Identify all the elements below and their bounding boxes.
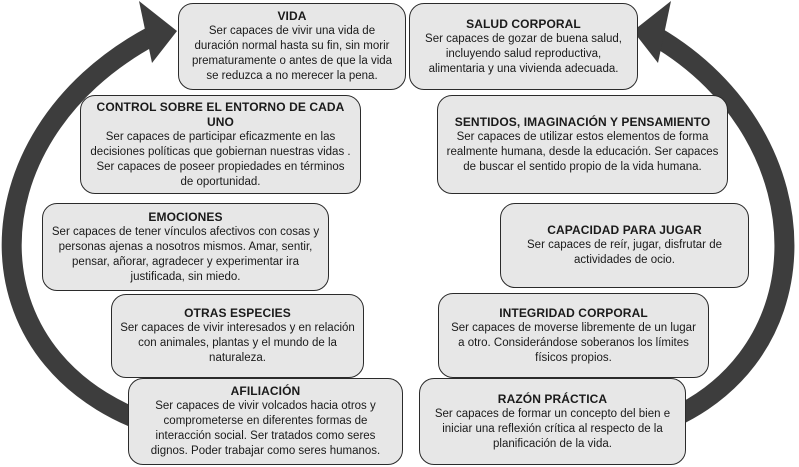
- capability-description: Ser capaces de tener vínculos afectivos con cosas y personas ajenas a nosotros mismos. Amar, sentir, pensar, añorar, agradecer y experimentar ira justificada, sin miedo.: [51, 225, 320, 283]
- capability-title: AFILIACIÓN: [230, 384, 301, 398]
- capability-title: CAPACIDAD PARA JUGAR: [547, 223, 702, 237]
- capability-box-sentidos-imaginacion-pensamiento: [437, 95, 728, 194]
- capability-box-razon-practica: [419, 378, 686, 465]
- capability-title: SALUD CORPORAL: [466, 16, 581, 31]
- capability-description: Ser capaces de vivir interesados y en relación con animales, plantas y el mundo de la naturaleza.: [120, 322, 355, 364]
- capability-description: Ser capaces de utilizar estos elementos de forma realmente humana, desde la educación. Ser capaces de buscar el sentido propio de la vida humana.: [446, 130, 719, 173]
- capability-title: CONTROL SOBRE EL ENTORNO DE CADA UNO: [96, 99, 345, 129]
- capability-box-salud-corporal: [409, 3, 638, 90]
- capability-description: Ser capaces de vivir volcados hacia otros y comprometerse en diferentes formas de interacción social. Ser tratados como seres dignos. Poder trabajar como seres humanos.: [150, 400, 381, 457]
- capability-description: Ser capaces de moverse libremente de un lugar a otro. Considerándose soberanos los límites físicos propios.: [451, 321, 696, 364]
- capability-description: Ser capaces de formar un concepto del bien e iniciar una reflexión crítica al respecto de la planificación de la vida.: [434, 407, 671, 450]
- capability-description: Ser capaces de gozar de buena salud, incluyendo salud reproductiva, alimentaria y una vivienda adecuada.: [425, 32, 622, 75]
- capability-box-capacidad-para-jugar: [500, 203, 749, 288]
- capability-box-integridad-corporal: [438, 293, 709, 378]
- capability-title: VIDA: [277, 9, 307, 23]
- capability-box-vida: [178, 3, 406, 90]
- capability-title: INTEGRIDAD CORPORAL: [499, 305, 648, 320]
- capability-box-control-entorno: [80, 95, 361, 194]
- capability-box-otras-especies: [111, 294, 364, 378]
- capability-description: Ser capaces de participar eficazmente en las decisiones políticas que gobiernan nuestras vidas . Ser capaces de poseer propiedades en términos de oportunidad.: [90, 130, 351, 188]
- capability-description: Ser capaces de vivir una vida de duración normal hasta su fin, sin morir prematuramente o antes de que la vida se reduzca a no merecer la pena.: [191, 25, 393, 82]
- capability-box-emociones: [42, 203, 329, 291]
- capability-title: EMOCIONES: [148, 209, 223, 224]
- capability-box-afiliacion: [128, 378, 403, 465]
- capability-description: Ser capaces de reír, jugar, disfrutar de actividades de ocio.: [527, 239, 722, 266]
- capability-title: RAZÓN PRÁCTICA: [497, 391, 608, 406]
- capability-title: OTRAS ESPECIES: [184, 306, 291, 320]
- capability-title: SENTIDOS, IMAGINACIÓN Y PENSAMIENTO: [454, 114, 711, 129]
